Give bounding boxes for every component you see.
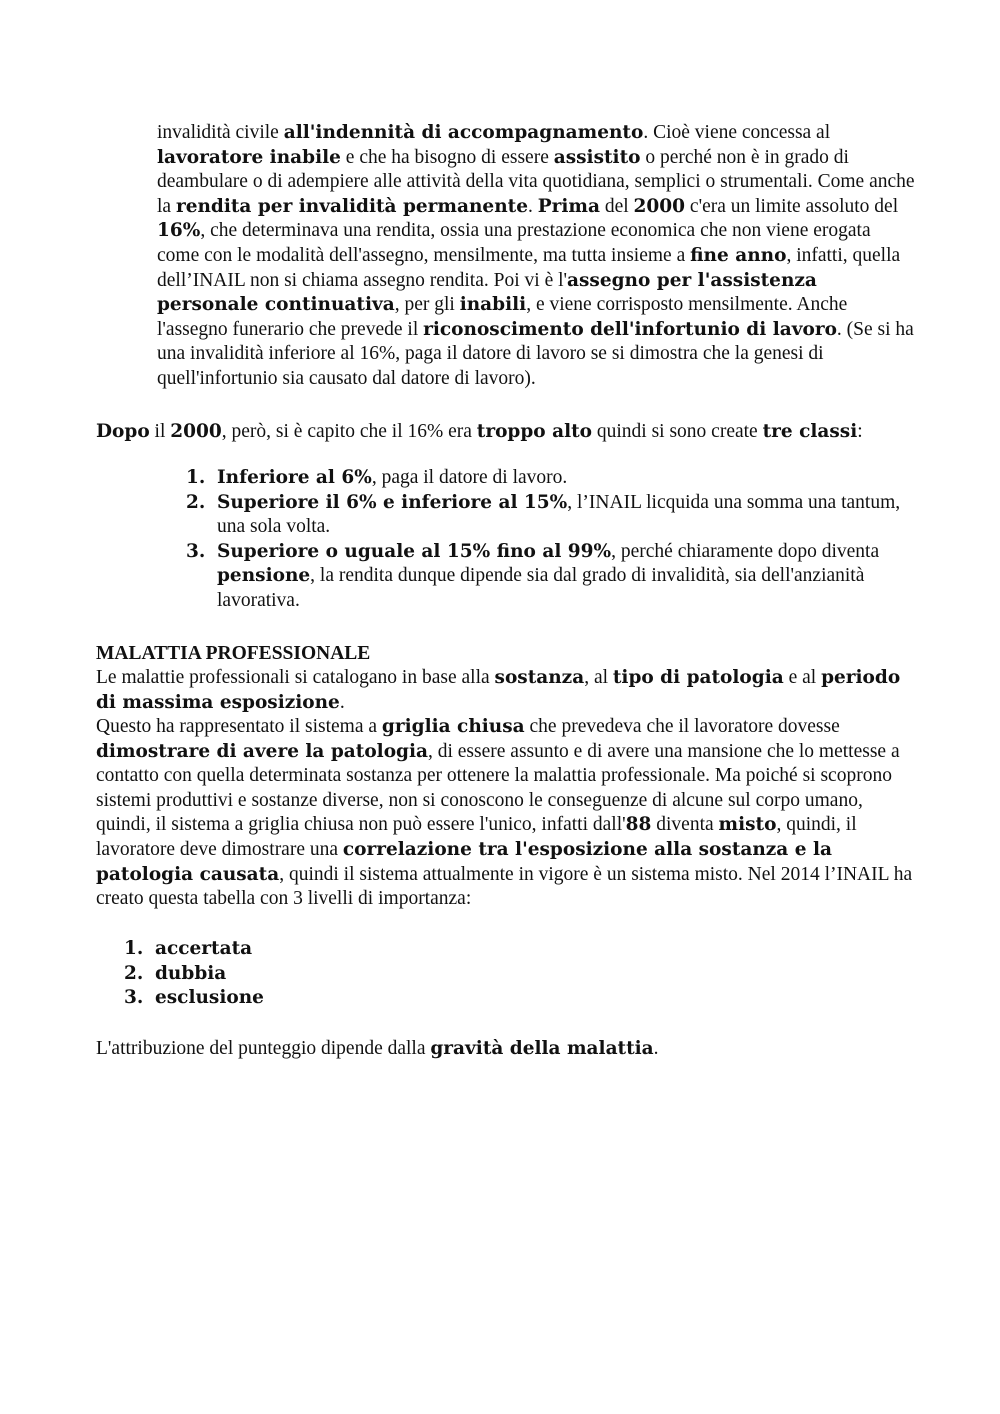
sistema-bold-3: 88	[625, 814, 652, 836]
sistema-bold-4: misto	[718, 814, 777, 836]
intro-bold-3: assistito	[553, 146, 641, 168]
list-item	[186, 491, 906, 540]
malattie-text-4: .	[339, 691, 345, 713]
intro-text-11: , e viene corrisposto mensilmente. Anche l'assegno funerario che prevede il	[157, 294, 848, 340]
intro-bold-6: 2000	[633, 195, 686, 217]
attribuzione-text-1: L'attribuzione del punteggio dipende dalla	[96, 1038, 431, 1059]
intro-bold-10: inabili	[459, 294, 527, 316]
dopo-text-2: , però, si è capito che il 16% era	[221, 421, 477, 442]
livello-label: accertata	[155, 938, 253, 959]
intro-text-12: . (Se si ha una invalidità inferiore al 16%, paga il datore di lavoro se si dimostra che la genesi di quell'infortunio sia causato dal datore di lavoro).	[157, 318, 914, 389]
attribuzione-bold-1: gravità della malattia	[430, 1038, 654, 1059]
intro-text-2: . Cioè viene concessa al	[643, 122, 831, 143]
list-item-text: , l’INAIL licquida una somma una tantum, una sola volta.	[217, 491, 901, 538]
list-number: 3.	[186, 540, 206, 562]
dopo-bold-2: 2000	[170, 421, 222, 442]
classi-list	[186, 466, 906, 614]
list-item-text-2: , la rendita dunque dipende sia dal grado di invalidità, sia dell'anzianità lavorativa.	[217, 565, 865, 611]
dopo-bold-3: troppo alto	[476, 421, 592, 442]
sistema-paragraph	[96, 715, 916, 912]
intro-bold-11: riconoscimento dell'infortunio di lavoro	[423, 318, 837, 340]
sistema-bold-1: griglia chiusa	[381, 716, 525, 737]
list-item	[186, 540, 906, 614]
list-item	[124, 937, 524, 962]
intro-bold-1: all'indennità di accompagnamento	[283, 122, 644, 143]
list-number: 1.	[124, 938, 144, 959]
livello-label: esclusione	[155, 987, 264, 1009]
livello-label: dubbia	[155, 962, 227, 984]
list-item-bold: Inferiore al 6%	[217, 467, 372, 488]
malattie-paragraph	[96, 666, 916, 715]
list-item-bold: Superiore il 6% e inferiore al 15%	[217, 491, 568, 513]
intro-bold-9: assegno per l'assistenza personale continuativa	[157, 269, 817, 316]
intro-text-8: , che determinava una rendita, ossia una prestazione economica che non viene erogata come con le modalità dell'assegno, mensilmente, ma tutta insieme a	[157, 220, 871, 266]
sistema-text-2: che prevedeva che il lavoratore dovesse	[524, 716, 840, 737]
list-number: 2.	[124, 962, 144, 984]
dopo-bold-1: Dopo	[96, 421, 150, 442]
list-item-bold-2: pensione	[217, 565, 311, 587]
intro-bold-4: rendita per invalidità permanente	[175, 195, 528, 217]
list-item	[186, 466, 906, 491]
intro-bold-5: Prima	[537, 195, 600, 217]
sistema-text-1: Questo ha rappresentato il sistema a	[96, 716, 382, 737]
intro-text-1: invalidità civile	[157, 122, 284, 143]
list-item	[124, 962, 524, 987]
list-number: 3.	[124, 987, 144, 1009]
sistema-text-4: diventa	[651, 814, 719, 836]
intro-paragraph	[157, 121, 917, 392]
intro-text-5: .	[527, 195, 538, 217]
attribuzione-paragraph	[96, 1037, 916, 1062]
sistema-text-5: , quindi, il lavoratore deve dimostrare una	[96, 814, 857, 860]
malattie-text-1: Le malattie professionali si catalogano in base alla	[96, 667, 495, 688]
list-item-text: , perché chiaramente dopo diventa	[611, 540, 880, 562]
intro-text-9: , infatti, quella dell’INAIL non si chiama assegno rendita. Poi vi è l'	[157, 244, 901, 291]
intro-bold-7: 16%	[157, 220, 201, 242]
malattie-bold-1: sostanza	[494, 667, 585, 688]
list-number: 2.	[186, 491, 206, 513]
dopo-bold-4: tre classi	[762, 421, 858, 442]
sistema-bold-2: dimostrare di avere la patologia	[96, 740, 428, 762]
dopo-text-1: il	[149, 421, 171, 442]
intro-text-4: o perché non è in grado di deambulare o di adempiere alle attività della vita quotidiana, semplici o strumentali. Come anche la	[157, 146, 915, 217]
sistema-bold-5: correlazione tra l'esposizione alla sostanza e la patologia causata	[96, 838, 832, 885]
intro-text-7: c'era un limite assoluto del	[685, 195, 899, 217]
sistema-text-6: , quindi il sistema attualmente in vigore è un sistema misto. Nel 2014 l’INAIL ha creato questa tabella con 3 livelli di importanza:	[96, 863, 913, 910]
malattie-bold-3: periodo di massima esposizione	[96, 667, 901, 713]
intro-text-3: e che ha bisogno di essere	[340, 146, 554, 168]
malattie-text-2: , al	[584, 667, 613, 688]
intro-text-6: del	[599, 195, 634, 217]
attribuzione-text-2: .	[653, 1038, 659, 1059]
list-item-text: , paga il datore di lavoro.	[371, 467, 568, 488]
intro-bold-8: fine anno	[690, 244, 787, 266]
dopo-text-3: quindi si sono create	[591, 421, 763, 442]
malattie-bold-2: tipo di patologia	[612, 667, 784, 688]
dopo-text-4: :	[857, 421, 863, 442]
intro-text-10: , per gli	[394, 294, 460, 316]
intro-bold-2: lavoratore inabile	[157, 146, 341, 168]
malattie-text-3: e al	[783, 667, 822, 688]
dopo-paragraph	[96, 420, 916, 445]
list-item-bold: Superiore o uguale al 15% fino al 99%	[217, 540, 612, 562]
sistema-text-3: , di essere assunto e di avere una mansione che lo mettesse a contatto con quella determinata sostanza per ottenere la malattia professionale. Ma poiché si scoprono sistemi produttivi e sostanze diverse, non si conoscono le conseguenze di alcune sul corpo umano, quindi, il sistema a griglia chiusa non può essere l'unico, infatti dall'	[96, 740, 900, 836]
livelli-list	[124, 937, 524, 1011]
list-number: 1.	[186, 467, 206, 488]
section-title: MALATTIA PROFESSIONALE	[96, 643, 371, 664]
list-item	[124, 986, 524, 1011]
